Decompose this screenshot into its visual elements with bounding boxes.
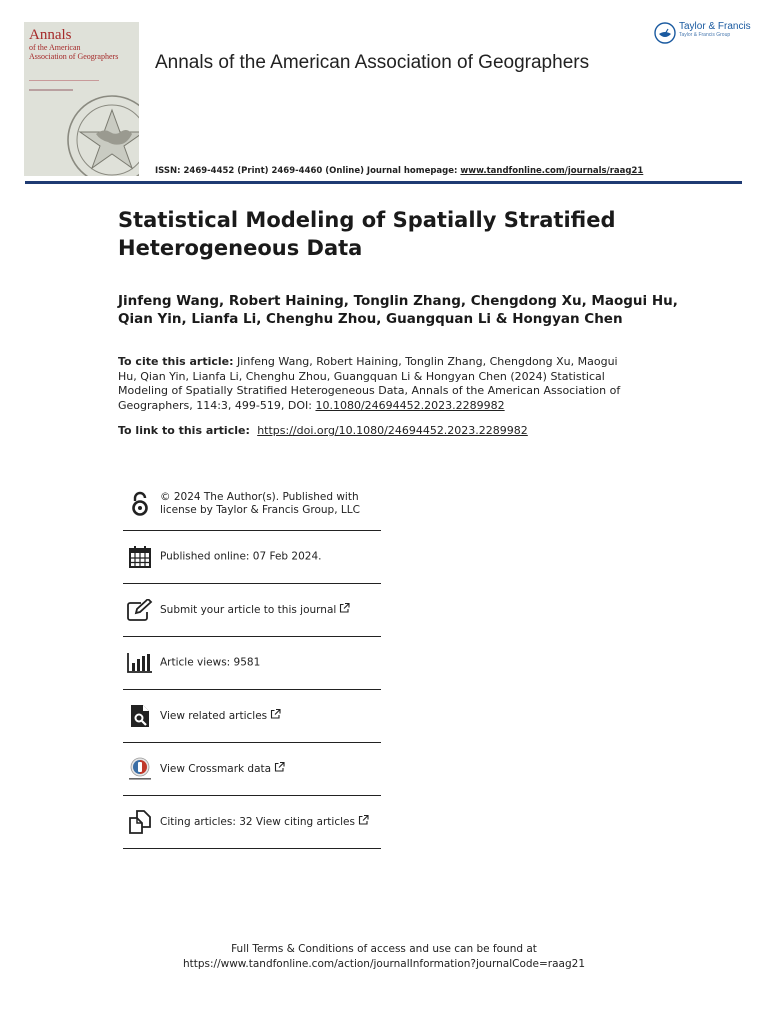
publisher-name: Taylor & Francis (679, 21, 751, 32)
open-access-icon (127, 490, 153, 518)
terms-line1: Full Terms & Conditions of access and use can be found at (231, 943, 537, 955)
license-row (123, 478, 381, 531)
article-info-list (123, 478, 381, 849)
terms-url[interactable]: https://www.tandfonline.com/action/journalInformation?journalCode=raag21 (182, 957, 586, 970)
related-row[interactable] (123, 690, 381, 743)
article-authors[interactable]: Jinfeng Wang, Robert Haining, Tonglin Zhang, Chengdong Xu, Maogui Hu, Qian Yin, Lianfa Li, Chenghu Zhou, Guangquan Li & Hongyan Chen (118, 293, 678, 327)
related-articles-link[interactable] (160, 709, 378, 724)
link-label: To link to this article: (118, 424, 254, 437)
issn-line (155, 166, 643, 176)
external-link-icon (274, 762, 285, 777)
publisher-logo[interactable] (654, 22, 751, 44)
taylor-francis-lamp-icon (654, 22, 676, 44)
published-date: Published online: 07 Feb 2024. (160, 550, 322, 563)
submit-article-label: Submit your article to this journal (160, 604, 337, 616)
cover-seal-emblem (64, 84, 139, 176)
bar-chart-icon (127, 649, 153, 677)
submit-edit-icon (127, 596, 153, 624)
journal-homepage-link[interactable]: www.tandfonline.com/journals/raag21 (460, 166, 644, 176)
views-row (123, 637, 381, 690)
cover-title-line1: of the American (29, 43, 81, 52)
crossmark-icon (127, 755, 153, 783)
article-doi-url[interactable]: https://doi.org/10.1080/24694452.2023.2289982 (257, 424, 528, 437)
crossmark-row[interactable] (123, 743, 381, 796)
cover-rule (29, 80, 99, 81)
citing-documents-icon (127, 808, 153, 836)
cite-text: Jinfeng Wang, Robert Haining, Tonglin Zhang, Chengdong Xu, Maogui Hu, Qian Yin, Lianfa Li, Chenghu Zhou, Guangquan Li & Hongyan Chen (2024) Statistical Modeling of Spatially Stratified Heterogeneous Data, Annals of the American Association of Geographers, 114:3, 499-519, DOI: (118, 355, 621, 412)
related-search-icon (127, 702, 153, 730)
external-link-icon (358, 815, 369, 830)
link-to-article (118, 424, 528, 437)
external-link-icon (270, 709, 281, 724)
cover-title-big: Annals (29, 27, 72, 43)
submit-row[interactable] (123, 584, 381, 637)
cover-title (29, 28, 118, 62)
license-text: © 2024 The Author(s). Published with license by Taylor & Francis Group, LLC (160, 491, 360, 516)
cover-title-line2: Association of Geographers (29, 52, 119, 62)
journal-title: Annals of the American Association of Geographers (155, 52, 590, 73)
cite-label: To cite this article: (118, 355, 234, 368)
article-title: Statistical Modeling of Spatially Stratified Heterogeneous Data (118, 208, 616, 260)
article-views: Article views: 9581 (160, 656, 261, 669)
terms-footer (0, 942, 768, 971)
published-row (123, 531, 381, 584)
citing-articles-label: Citing articles: 32 View citing articles (160, 816, 355, 828)
journal-cover-image (24, 22, 139, 176)
submit-article-link[interactable] (160, 603, 378, 618)
citation-block (118, 355, 638, 413)
citing-articles-link[interactable] (160, 815, 378, 830)
issn-text: ISSN: 2469-4452 (Print) 2469-4460 (Online) Journal homepage: (155, 166, 461, 176)
crossmark-link[interactable] (160, 762, 378, 777)
doi-link[interactable]: 10.1080/24694452.2023.2289982 (315, 398, 505, 412)
header-divider (25, 181, 742, 184)
related-articles-label: View related articles (160, 710, 268, 722)
citing-row[interactable] (123, 796, 381, 849)
publisher-group: Taylor & Francis Group (679, 32, 731, 38)
crossmark-label: View Crossmark data (160, 763, 272, 775)
external-link-icon (339, 603, 350, 618)
calendar-icon (127, 543, 153, 571)
